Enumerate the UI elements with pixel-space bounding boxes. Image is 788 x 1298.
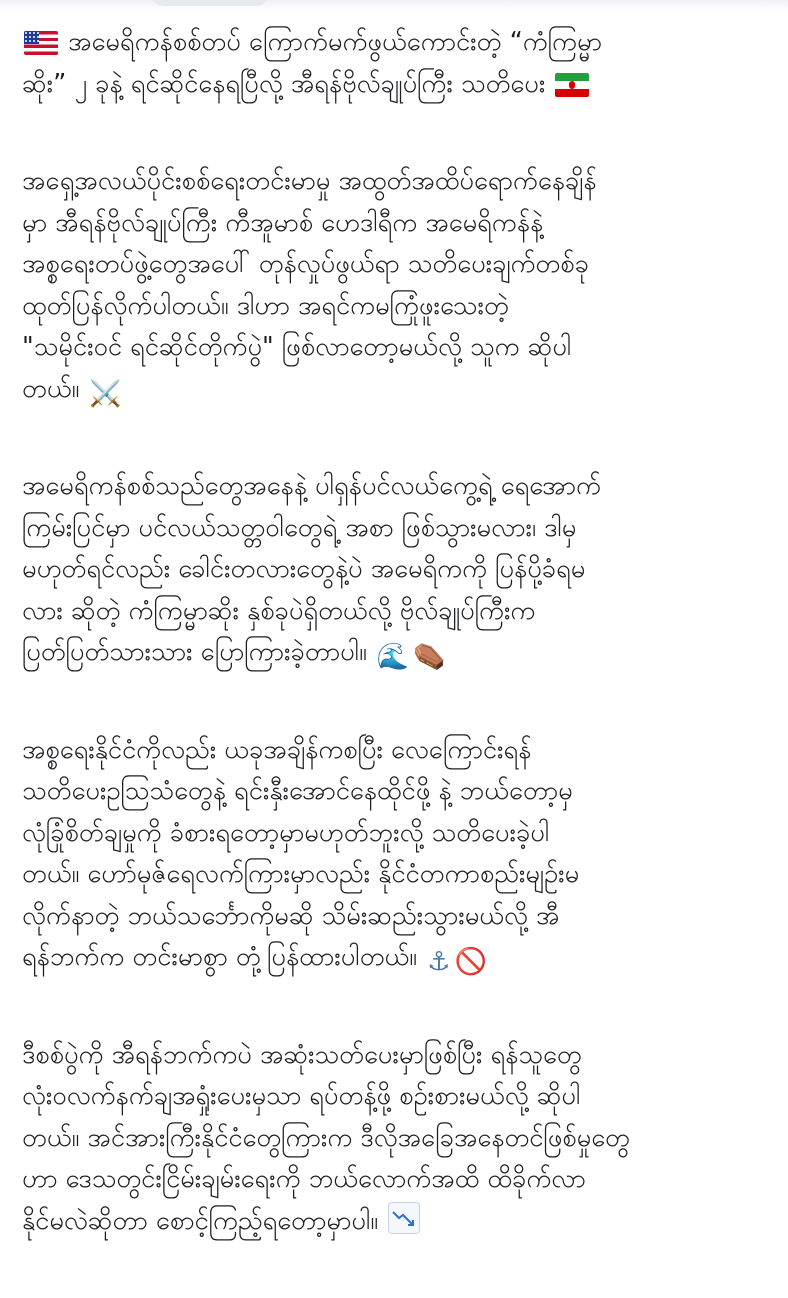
post-line-text: အစ္စရေးနိုင်ငံကိုလည်း ယခုအချိန်ကစပြီး လေကြောင်းရန် — [22, 734, 532, 765]
post-line-text: အစ္စရေးတပ်ဖွဲ့တွေအပေါ် တုန်လှုပ်ဖွယ်ရာ သတိပေးချက်တစ်ခု — [22, 249, 589, 279]
post-line-text: ပြတ်ပြတ်သားသား ပြောကြားခဲ့တာပါ။ — [22, 637, 367, 667]
chart-decreasing-icon — [388, 1202, 420, 1234]
us-flag-icon — [24, 31, 58, 55]
post-line — [22, 244, 774, 286]
top-edge-shadow — [0, 0, 788, 10]
anchor-icon: ⚓ — [427, 947, 451, 977]
post-line — [22, 730, 774, 772]
post-line — [22, 1035, 774, 1077]
post-line-text: ဒီစစ်ပွဲကို အီရန်ဘက်ကပဲ အဆုံးသတ်ပေးမှာဖြစ်ပြီး ရန်သူတွေ — [22, 1039, 582, 1070]
post-line-text: တယ်။ အင်အားကြီးနိုင်ငံတွေကြားက ဒီလိုအခြေအနေတင်ဖြစ်မှုတွေ — [22, 1122, 630, 1153]
iran-flag-icon — [555, 73, 589, 97]
post-line — [22, 22, 774, 64]
post-line-text: သတိပေးဥသြသံတွေနဲ့ ရင်းနှီးအောင်နေထိုင်ဖို့ နဲ့ ဘယ်တော့မှ — [22, 776, 573, 806]
post-line — [22, 591, 774, 633]
post-line-text: မဟုတ်ရင်လည်း ခေါင်းတလားတွေနဲ့ပဲ အမေရိကကို ပြန်ပို့ခံရမ — [22, 554, 586, 584]
post-line — [22, 1201, 774, 1243]
post-line-text: တယ်။ ဟော်မုဇ်ရေလက်ကြားမှာလည်း နိုင်ငံတကာစည်းမျဉ်းမ — [22, 859, 580, 889]
post-line — [22, 1159, 774, 1201]
post-line-text: လုံခြုံစိတ်ချမှုကို ခံစားရတော့မှာမဟုတ်ဘူးလို့ သတိပေးခဲ့ပါ — [22, 817, 550, 848]
post-line-text: "သမိုင်းဝင် ရင်ဆိုင်တိုက်ပွဲ" ဖြစ်လာတော့မယ်လို့ သူက ဆိုပါ — [22, 332, 572, 362]
post-line-text: ဟာ ဒေသတွင်းငြိမ်းချမ်းရေးကို ဘယ်လောက်အထိ ထိခိုက်လာ — [22, 1164, 586, 1194]
post-line — [22, 813, 774, 855]
post-paragraph — [22, 1035, 774, 1243]
coffin-icon: ⚰️ — [413, 642, 446, 672]
post-line — [22, 369, 774, 411]
top-edge-shape — [150, 0, 270, 6]
post-line — [22, 161, 774, 203]
post-line — [22, 203, 774, 245]
post-paragraph — [22, 161, 774, 410]
post-line-text: ထုတ်ပြန်လိုက်ပါတယ်။ ဒါဟာ အရင်ကမကြုံဖူးသေးတဲ့ — [22, 290, 509, 321]
post-line — [22, 508, 774, 550]
post-line-text: နိုင်မလဲဆိုတာ စောင့်ကြည့်ရတော့မှာပါ။ — [22, 1205, 379, 1236]
post-paragraph — [22, 466, 774, 674]
post-line — [22, 632, 774, 674]
post-line-text: ရန်ဘက်က တင်းမာစွာ တုံ့ပြန်ထားပါတယ်။ — [22, 942, 418, 972]
post-paragraph-headline — [22, 22, 774, 105]
post-line-text: လား ဆိုတဲ့ ကံကြမ္မာဆိုး နှစ်ခုပဲရှိတယ်လို့ ဗိုလ်ချုပ်ကြီးက — [22, 595, 536, 626]
post-line — [22, 771, 774, 813]
post-line — [22, 286, 774, 328]
post-line-text: တယ်။ — [22, 373, 80, 404]
post-line-text: ကြမ်းပြင်မှာ ပင်လယ်သတ္တဝါတွေရဲ့ အစာ ဖြစ်သွားမလား၊ ဒါမှ — [22, 512, 577, 543]
post-line-text: အမေရိကန်စစ်တပ် ကြောက်မက်ဖွယ်ကောင်းတဲ့ “ကံကြမ္မာ — [68, 27, 603, 57]
post-line — [22, 327, 774, 369]
post-line — [22, 466, 774, 508]
crossed-swords-icon: ⚔️ — [89, 378, 122, 409]
post-line-text: အရှေ့အလယ်ပိုင်းစစ်ရေးတင်းမာမှု အထွတ်အထိပ်ရောက်နေချိန် — [22, 166, 597, 196]
post-line-text: အမေရိကန်စစ်သည်တွေအနေနဲ့ ပါရှန်ပင်လယ်ကွေ့ရဲ့ ရေအောက် — [22, 471, 601, 501]
post-line-text: လုံးဝလက်နက်ချအရှုံးပေးမှသာ ရပ်တန့်ဖို့ စဉ်းစားမယ်လို့ ဆိုပါ — [22, 1081, 581, 1111]
post-line-text: ဆိုး” ၂ ခုနဲ့ ရင်ဆိုင်နေရပြီလို့ အီရန်ဗိုလ်ချုပ်ကြီး သတိပေး — [22, 68, 546, 99]
post-line — [22, 64, 774, 106]
post-line — [22, 937, 774, 979]
no-entry-icon: 🚫 — [454, 947, 487, 977]
post-line — [22, 854, 774, 896]
post-line-text: လိုက်နာတဲ့ ဘယ်သင်္ဘောကိုမဆို သိမ်းဆည်းသွားမယ်လို့ အီ — [22, 900, 560, 931]
post-line — [22, 896, 774, 938]
post-paragraph — [22, 730, 774, 979]
post-line — [22, 549, 774, 591]
post-line — [22, 1076, 774, 1118]
post-line-text: မှာ အီရန်ဗိုလ်ချုပ်ကြီး ကီအူမာစ် ဟေဒါရီက အမေရိကန်နဲ့ — [22, 207, 544, 238]
wave-icon: 🌊 — [376, 642, 410, 672]
post-line — [22, 1118, 774, 1160]
post-body — [22, 22, 774, 1298]
